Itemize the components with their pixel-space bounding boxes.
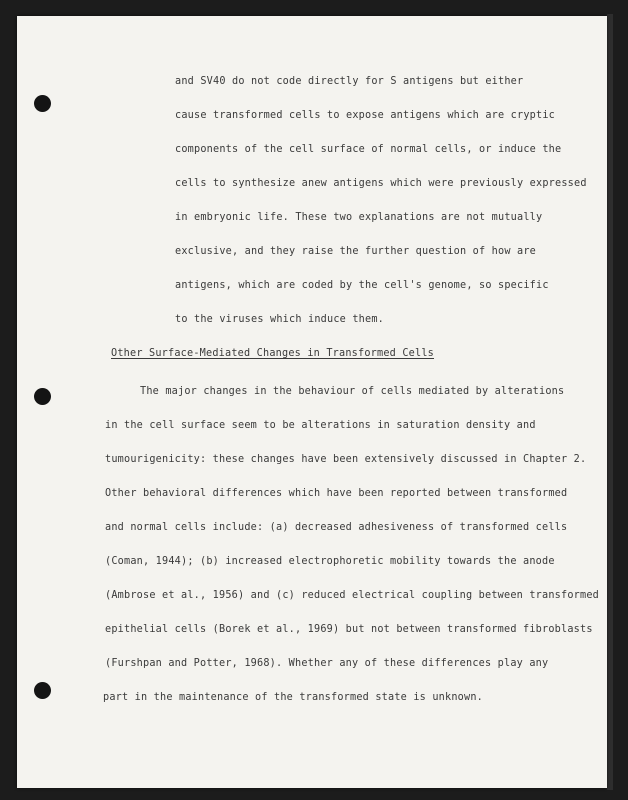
typed-page: [17, 16, 607, 788]
text-line: (Coman, 1944); (b) increased electrophoretic mobility towards the anode: [105, 556, 555, 567]
text-line: and SV40 do not code directly for S antigens but either: [175, 76, 524, 87]
text-line: tumourigenicity: these changes have been extensively discussed in Chapter 2.: [105, 454, 587, 465]
text-line: antigens, which are coded by the cell's genome, so specific: [175, 280, 549, 291]
text-line: Other behavioral differences which have been reported between transformed: [105, 488, 568, 499]
punch-hole-middle: [34, 388, 51, 405]
text-line: and normal cells include: (a) decreased adhesiveness of transformed cells: [105, 522, 568, 533]
punch-hole-bottom: [34, 682, 51, 699]
text-line: epithelial cells (Borek et al., 1969) but not between transformed fibroblasts: [105, 624, 593, 635]
text-line: in the cell surface seem to be alterations in saturation density and: [105, 420, 536, 431]
text-line: to the viruses which induce them.: [175, 314, 385, 325]
text-line: in embryonic life. These two explanations are not mutually: [175, 212, 543, 223]
page-edge-shadow: [607, 14, 613, 790]
section-heading: Other Surface-Mediated Changes in Transformed Cells: [111, 348, 435, 359]
text-line: components of the cell surface of normal cells, or induce the: [175, 144, 562, 155]
text-line: (Ambrose et al., 1956) and (c) reduced electrical coupling between transformed: [105, 590, 600, 601]
punch-hole-top: [34, 95, 51, 112]
text-line: exclusive, and they raise the further question of how are: [175, 246, 537, 257]
text-line: cause transformed cells to expose antigens which are cryptic: [175, 110, 556, 121]
text-line: The major changes in the behaviour of cells mediated by alterations: [140, 386, 565, 397]
text-line: part in the maintenance of the transformed state is unknown.: [103, 692, 484, 703]
text-line: cells to synthesize anew antigens which were previously expressed: [175, 178, 587, 189]
text-line: (Furshpan and Potter, 1968). Whether any of these differences play any: [105, 658, 549, 669]
